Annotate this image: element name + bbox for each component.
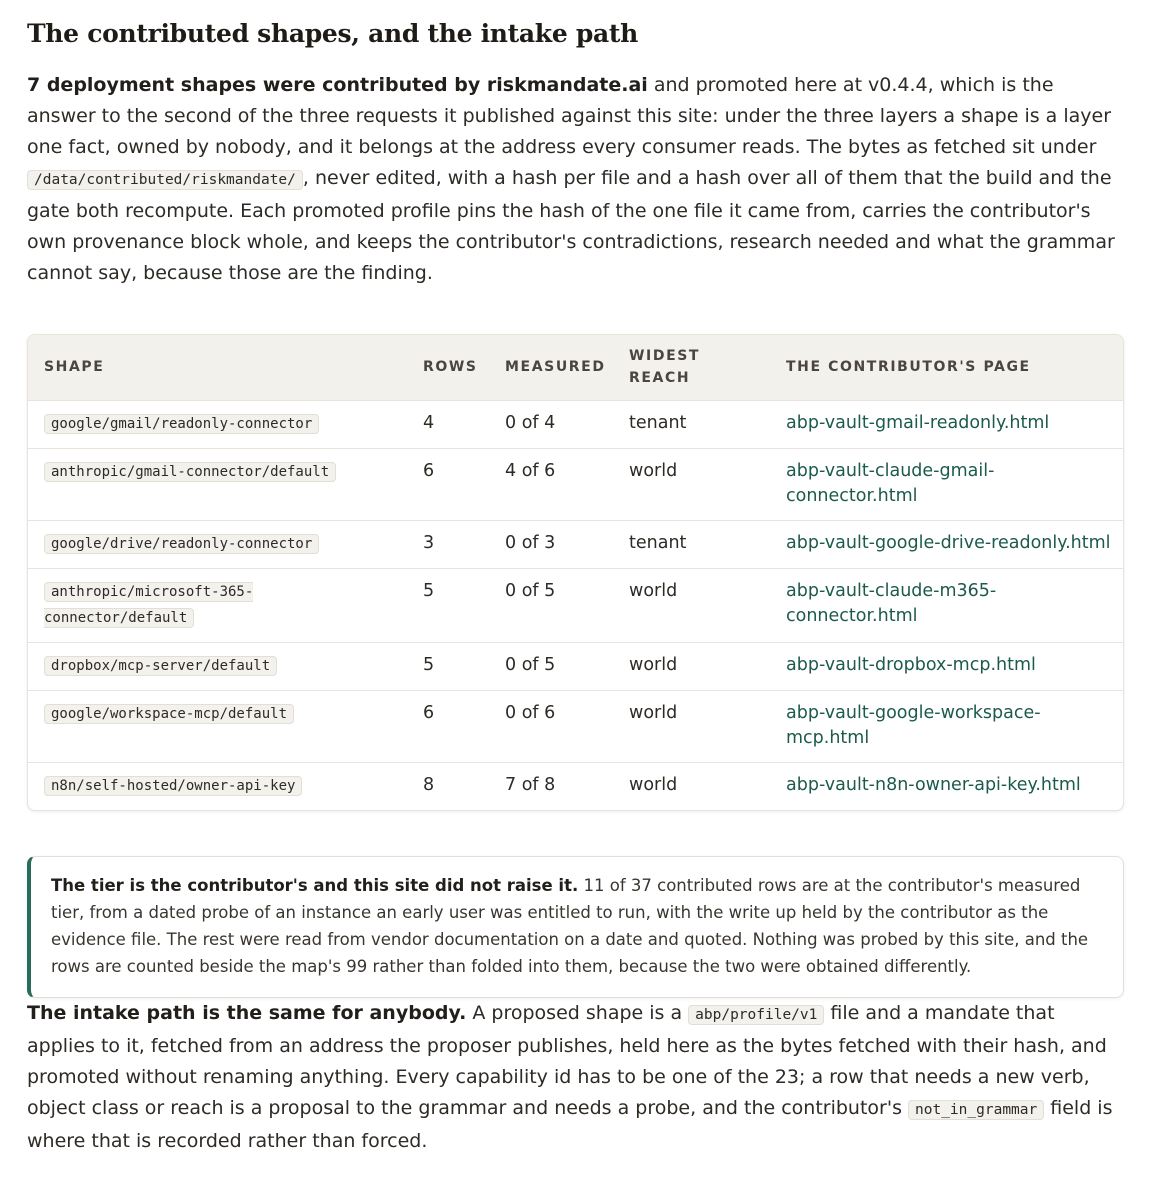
row-count: 5 <box>407 568 489 642</box>
section-heading: The contributed shapes, and the intake path <box>27 19 639 48</box>
row-count: 5 <box>407 642 489 690</box>
contributor-page-link[interactable]: abp-vault-n8n-owner-api-key.html <box>786 774 1081 795</box>
contributor-page-link[interactable]: abp-vault-google-workspace-mcp.html <box>786 702 1041 748</box>
shape-id: google/drive/readonly-connector <box>44 534 319 554</box>
table-row <box>28 762 1124 810</box>
widest-reach: world <box>613 642 770 690</box>
intake-text-2: file and a mandate that applies to it, fetched from an address the proposer publishes, held here as the bytes fetched with their hash, and promoted without renaming anything. Every capability id has to be one of the 23; a row that needs a new verb, object class or reach is a proposal to the grammar and needs a probe, and the contributor's <box>27 1001 1107 1119</box>
shape-id: dropbox/mcp-server/default <box>44 656 277 676</box>
intro-paragraph <box>27 70 1124 289</box>
row-count: 6 <box>407 448 489 520</box>
contributor-page-link[interactable]: abp-vault-google-drive-readonly.html <box>786 532 1111 553</box>
intake-paragraph <box>27 998 1124 1157</box>
measured-count: 4 of 6 <box>489 448 613 520</box>
intake-text-3: field is where that is recorded rather than forced. <box>27 1096 1113 1152</box>
table-row <box>28 520 1124 568</box>
row-count: 8 <box>407 762 489 810</box>
widest-reach: world <box>613 568 770 642</box>
contributor-page-link[interactable]: abp-vault-claude-gmail-connector.html <box>786 460 995 506</box>
shape-id: google/gmail/readonly-connector <box>44 414 319 434</box>
intro-text-1: and promoted here at v0.4.4, which is the answer to the second of the three requests it published against this site: under the three layers a shape is a layer one fact, owned by nobody, and it belongs at the address every consumer reads. The bytes as fetched sit under <box>27 74 1112 158</box>
table-row <box>28 690 1124 762</box>
measured-count: 0 of 3 <box>489 520 613 568</box>
widest-reach: world <box>613 762 770 810</box>
intake-lead: The intake path is the same for anybody. <box>27 1001 467 1024</box>
measured-count: 0 of 6 <box>489 690 613 762</box>
contributor-page-link[interactable]: abp-vault-dropbox-mcp.html <box>786 654 1036 675</box>
table-row <box>28 400 1124 448</box>
widest-reach: world <box>613 690 770 762</box>
row-count: 4 <box>407 400 489 448</box>
intro-lead: 7 deployment shapes were contributed by riskmandate.ai <box>27 74 648 96</box>
header-measured: MEASURED <box>505 358 606 375</box>
header-widest-reach: WIDEST REACH <box>629 347 701 386</box>
header-shape: SHAPE <box>44 358 105 375</box>
table-header-row <box>28 335 1124 400</box>
row-count: 6 <box>407 690 489 762</box>
shape-id: google/workspace-mcp/default <box>44 704 294 724</box>
table-row <box>28 568 1124 642</box>
table-row <box>28 448 1124 520</box>
contributor-page-link[interactable]: abp-vault-gmail-readonly.html <box>786 412 1050 433</box>
shape-id: anthropic/microsoft-365-connector/default <box>44 583 254 626</box>
intro-path-code: /data/contributed/riskmandate/ <box>27 170 303 190</box>
shapes-table-container <box>27 334 1124 811</box>
shapes-table <box>28 335 1124 810</box>
measured-count: 0 of 5 <box>489 642 613 690</box>
measured-count: 0 of 4 <box>489 400 613 448</box>
intro-text-2: , never edited, with a hash per file and a hash over all of them that the build and the gate both recompute. Each promoted profile pins the hash of the one file it came from, carries the contributor's own provenance block whole, and keeps the contributor's contradictions, research needed and what the grammar cannot say, because those are the finding. <box>27 167 1115 284</box>
not-in-grammar-code: not_in_grammar <box>908 1100 1044 1120</box>
contributor-page-link[interactable]: abp-vault-claude-m365-connector.html <box>786 580 997 626</box>
callout-lead: The tier is the contributor's and this site did not raise it. <box>51 875 579 895</box>
table-row <box>28 642 1124 690</box>
intake-text-1: A proposed shape is a <box>466 1001 689 1024</box>
header-rows: ROWS <box>423 358 478 375</box>
widest-reach: tenant <box>613 520 770 568</box>
shape-id: n8n/self-hosted/owner-api-key <box>44 776 302 796</box>
tier-callout <box>27 856 1124 998</box>
header-contributor-page: THE CONTRIBUTOR'S PAGE <box>786 358 1031 375</box>
widest-reach: world <box>613 448 770 520</box>
row-count: 3 <box>407 520 489 568</box>
profile-version-code: abp/profile/v1 <box>688 1005 824 1025</box>
measured-count: 7 of 8 <box>489 762 613 810</box>
callout-text: 11 of 37 contributed rows are at the contributor's measured tier, from a dated probe of an instance an early user was entitled to run, with the write up held by the contributor as the evidence file. The rest were read from vendor documentation on a date and quoted. Nothing was probed by this site, and the rows are counted beside the map's 99 rather than folded into them, because the two were obtained differently. <box>51 875 1089 976</box>
widest-reach: tenant <box>613 400 770 448</box>
measured-count: 0 of 5 <box>489 568 613 642</box>
shape-id: anthropic/gmail-connector/default <box>44 462 336 482</box>
